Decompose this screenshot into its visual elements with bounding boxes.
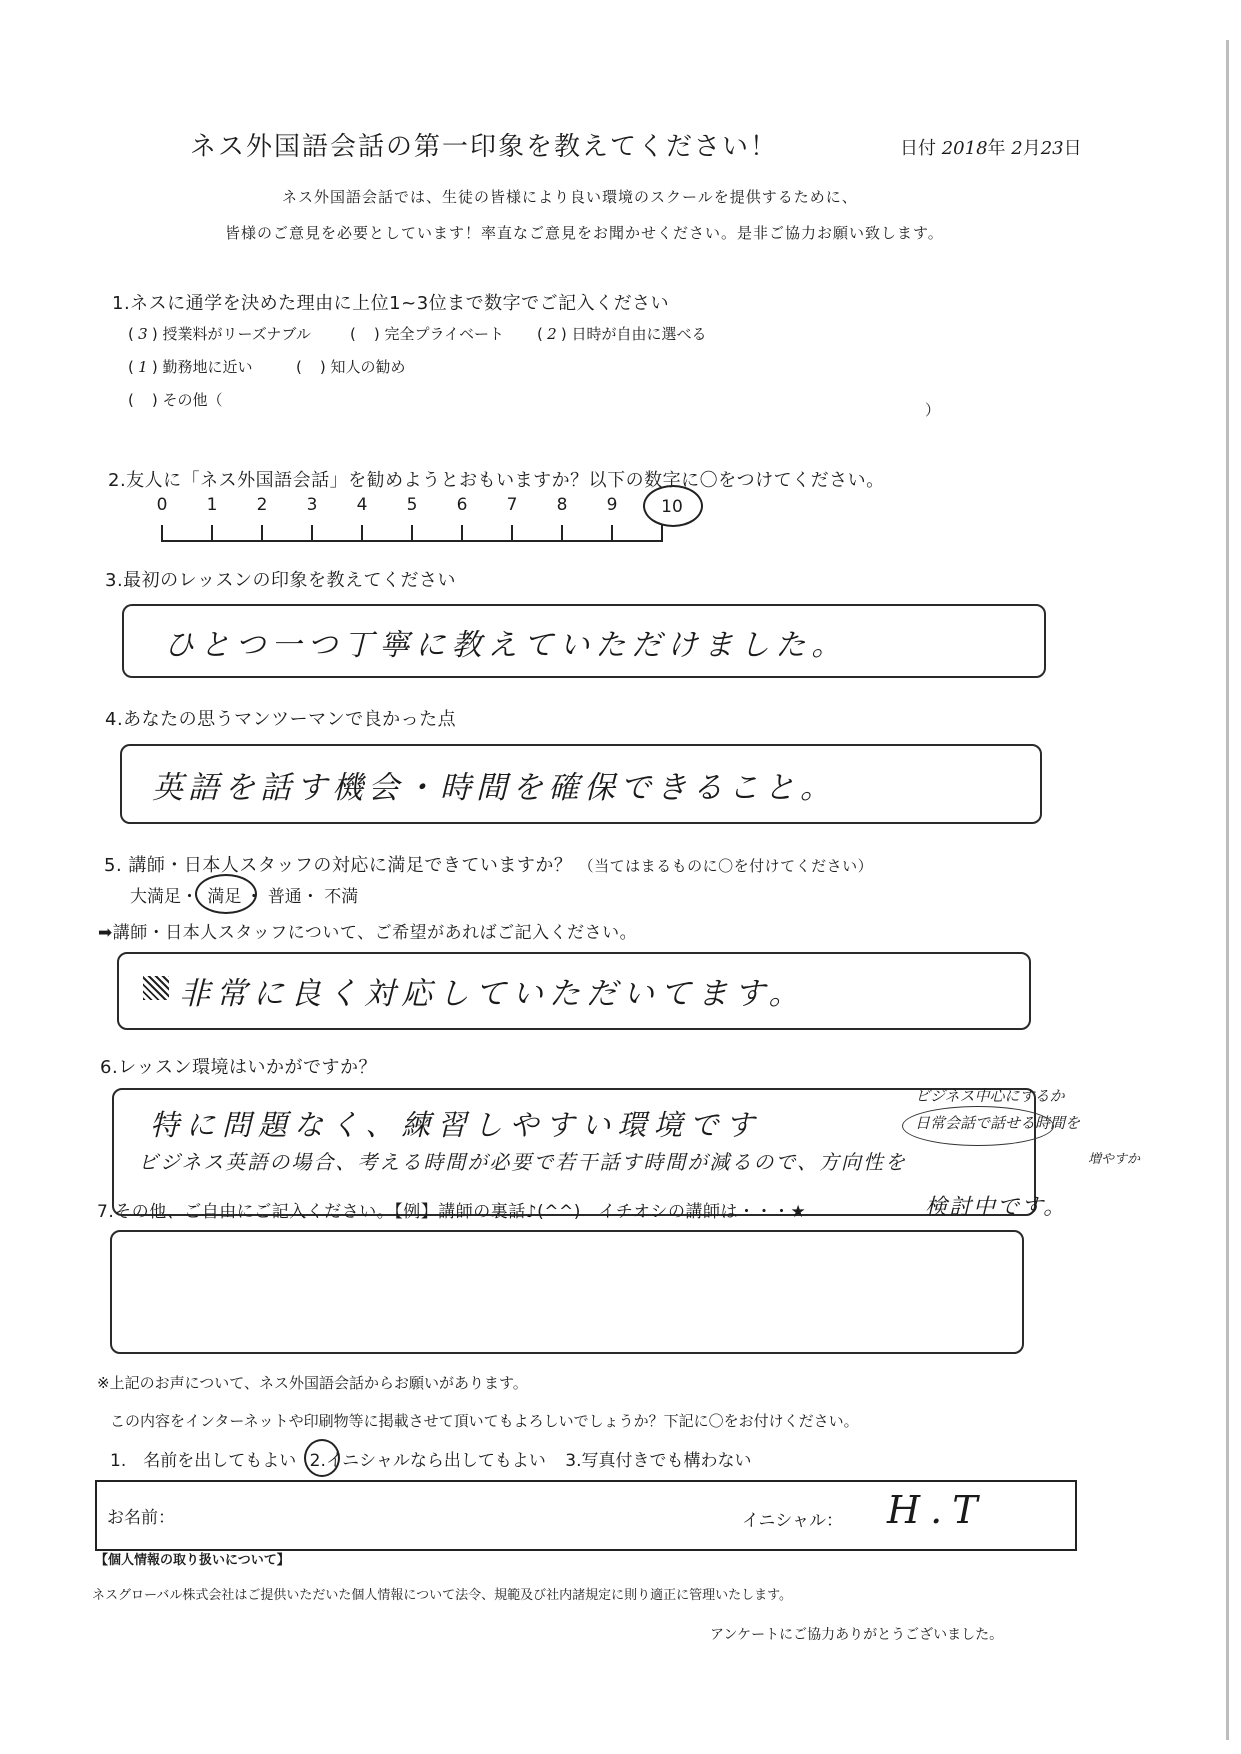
scale-label-9: 9 (606, 495, 618, 515)
q6-answer-line-2: ビジネス英語の場合、考える時間が必要で若干話す時間が減るので、方向性を (138, 1150, 907, 1174)
consent-question: この内容をインターネットや印刷物等に掲載させて頂いてもよろしいでしょうか？下記に〇をお付けください。 (110, 1412, 859, 1430)
date-month: 2 (1011, 138, 1023, 159)
q5-selection-circle (195, 874, 257, 914)
privacy-heading: 【個人情報の取り扱いについて】 (95, 1553, 290, 1568)
q6-answer-line-3: 検討中です。 (925, 1195, 1068, 1220)
scribble-mark (143, 976, 169, 1000)
scale-tick[interactable] (311, 525, 313, 541)
q6-side-note-2: 日常会話で話せる時間を (915, 1114, 1081, 1132)
q6-side-note-1: ビジネス中心にするか (915, 1087, 1065, 1105)
scale-label-6: 6 (456, 495, 468, 515)
q3-answer: ひとつ一つ丁寧に教えていただけました。 (164, 628, 848, 663)
scale-tick[interactable] (661, 525, 663, 541)
q5-answer-box[interactable] (117, 952, 1031, 1030)
initial-field[interactable]: H.T (887, 1488, 988, 1532)
q1-option-3-mark: 2 (547, 325, 557, 343)
q5-option-satisfied[interactable] (203, 882, 245, 907)
consent-option-photo[interactable]: 3.写真付きでも構わない (565, 1451, 752, 1471)
scale-tick[interactable] (411, 525, 413, 541)
date-field[interactable] (900, 134, 1082, 160)
thanks-message: アンケートにご協力ありがとうございました。 (710, 1627, 1004, 1643)
q1-option-3[interactable]: ( 2 ) 日時が自由に選べる (537, 325, 707, 343)
q5-option-dissatisfied[interactable]: 不満 (324, 887, 359, 907)
date-day: 23 (1040, 138, 1064, 159)
consent-option-name[interactable]: 1. 名前を出してもよい (110, 1451, 297, 1471)
consent-options (110, 1446, 751, 1471)
consent-note: ※上記のお声について、ネス外国語会話からお願いがあります。 (97, 1374, 528, 1392)
scale-tick[interactable] (561, 525, 563, 541)
q5-separator: ・ (181, 887, 198, 907)
q1-option-5[interactable]: ( ) 知人の勧め (296, 358, 406, 376)
scan-edge (1226, 40, 1229, 1740)
consent-option-initials-label: 2.イニシャルなら出してもよい (309, 1451, 546, 1471)
date-month-unit: 月 (1022, 138, 1041, 159)
scale-tick[interactable] (361, 525, 363, 541)
q1-question: 1.ネスに通学を決めた理由に上位1~3位まで数字でご記入ください (112, 293, 670, 314)
scale-label-5: 5 (406, 495, 418, 515)
q3-answer-box[interactable] (122, 604, 1046, 678)
intro-line-2: 皆様のご意見を必要としています！率直なご意見をお聞かせください。是非ご協力お願い致します。 (225, 224, 944, 242)
q1-option-3-label: 日時が自由に選べる (571, 325, 707, 343)
scale-tick[interactable] (261, 525, 263, 541)
q1-option-2[interactable]: ( ) 完全プライベート (350, 325, 505, 343)
q7-question: 7.その他、ご自由にご記入ください。【例】講師の裏話♪(^^) イチオシの講師は・・・★ (97, 1202, 807, 1222)
privacy-text: ネスグローバル株式会社はご提供いただいた個人情報について法令、規範及び社内諸規定に則り適正に管理いたします。 (92, 1588, 793, 1603)
q1-option-1-mark: 3 (138, 325, 148, 343)
q5-options (130, 882, 358, 907)
scale-label-1: 1 (206, 495, 218, 515)
q1-option-4-mark: 1 (138, 358, 148, 376)
q6-side-note-circle (902, 1106, 1054, 1146)
q2-question: 2.友人に「ネス外国語会話」を勧めようとおもいますか？以下の数字に〇をつけてください。 (108, 470, 885, 491)
scale-label-10: 10 (661, 497, 683, 517)
initial-label: イニシャル： (742, 1511, 843, 1531)
q1-option-4[interactable]: ( 1 ) 勤務地に近い (128, 358, 253, 376)
date-label: 日付 (900, 138, 936, 159)
scale-label-2: 2 (256, 495, 268, 515)
q5-option-satisfied-label: 満足 (207, 887, 242, 907)
scale-selection-circle (643, 485, 703, 527)
q5-question-text: 5. 講師・日本人スタッフの対応に満足できていますか？ (104, 855, 573, 876)
q1-option-5-label: 知人の勧め (330, 358, 406, 376)
q5-option-very-satisfied[interactable]: 大満足 (130, 887, 181, 907)
scale-tick[interactable] (611, 525, 613, 541)
q3-question: 3.最初のレッスンの印象を教えてください (105, 570, 456, 591)
date-day-unit: 日 (1063, 138, 1082, 159)
intro-line-1: ネス外国語会話では、生徒の皆様により良い環境のスクールを提供するために、 (282, 188, 858, 206)
q5-separator: ・ (245, 887, 263, 907)
q6-side-note-3: 増やすか (1088, 1152, 1141, 1167)
date-year: 2018 (941, 138, 988, 159)
consent-option-initials[interactable] (310, 1446, 546, 1471)
page-title: ネス外国語会話の第一印象を教えてください！ (190, 132, 779, 162)
scale-label-0: 0 (156, 495, 168, 515)
q4-answer-box[interactable] (120, 744, 1042, 824)
q1-option-1-label: 授業料がリーズナブル (162, 325, 311, 343)
scale-tick[interactable] (461, 525, 463, 541)
scale-tick[interactable] (511, 525, 513, 541)
scale-label-7: 7 (506, 495, 518, 515)
scale-label-3: 3 (306, 495, 318, 515)
q1-option-4-label: 勤務地に近い (162, 358, 253, 376)
q5-separator: ・ (301, 887, 319, 907)
date-year-unit: 年 (987, 138, 1006, 159)
name-box (95, 1480, 1077, 1551)
scale-label-4: 4 (356, 495, 368, 515)
q7-answer-box[interactable] (110, 1230, 1024, 1354)
scale-tick[interactable] (211, 525, 213, 541)
q5-option-normal[interactable]: 普通 (267, 887, 302, 907)
q1-option-2-label: 完全プライベート (384, 325, 505, 343)
q1-option-6-label: その他（ (162, 391, 223, 409)
consent-selection-circle (304, 1439, 340, 1477)
q6-question: 6.レッスン環境はいかがですか？ (100, 1057, 377, 1078)
q1-other-close: ） (925, 401, 941, 419)
q5-answer: 非常に良く対応していただいてます。 (179, 976, 806, 1012)
q4-question: 4.あなたの思うマンツーマンで良かった点 (105, 709, 457, 730)
scale-tick[interactable] (161, 525, 163, 541)
name-label: お名前： (107, 1508, 175, 1528)
q6-answer-line-1: 特に問題なく、練習しやすい環境です (150, 1108, 762, 1142)
q5-question (104, 851, 873, 877)
scale-label-8: 8 (556, 495, 568, 515)
q1-option-6[interactable]: ( ) その他（ (128, 391, 223, 409)
q5-sub-question: ➡講師・日本人スタッフについて、ご希望があればご記入ください。 (98, 923, 638, 943)
q5-note: （当てはまるものに〇を付けてください） (578, 857, 874, 875)
q4-answer: 英語を話す機会・時間を確保できること。 (152, 770, 836, 806)
q1-option-1[interactable]: ( 3 ) 授業料がリーズナブル (128, 325, 311, 343)
